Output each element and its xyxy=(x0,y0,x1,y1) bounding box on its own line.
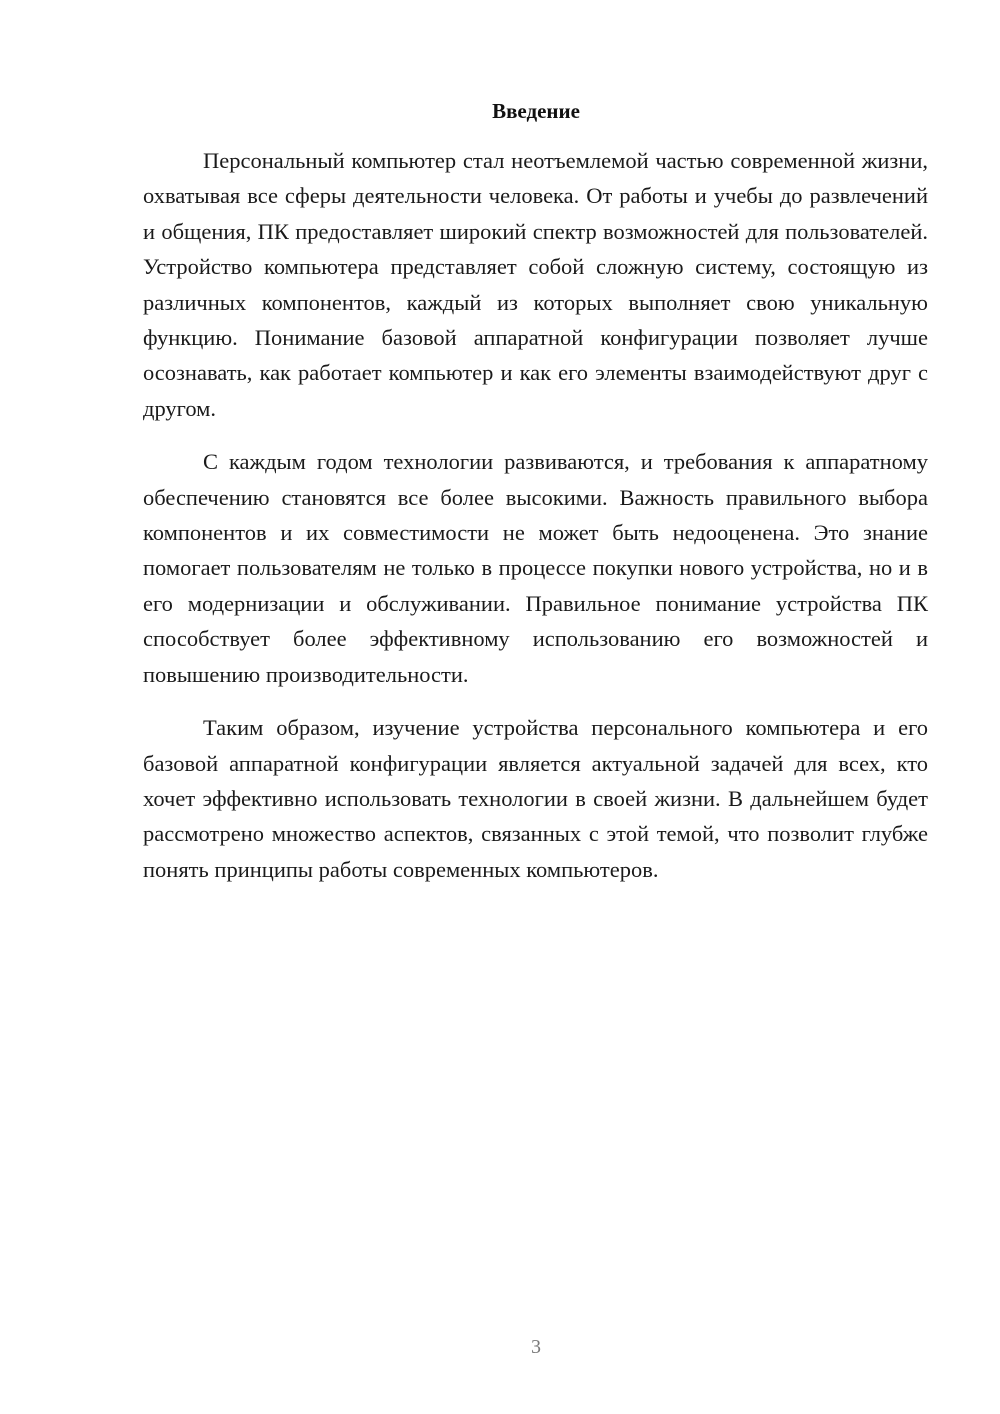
paragraph: С каждым годом технологии развиваются, и требования к аппаратному обеспечению становятся все более высокими. Важность правильного выбора компонентов и их совместимости не может быть недооценена. Это знание помогает пользователям не только в процессе покупки нового устройства, но и в его модернизации и обслуживании. Правильное понимание устройства ПК способствует более эффективному использованию его возможностей и повышению производительности. xyxy=(143,449,928,687)
paragraph: Таким образом, изучение устройства персонального компьютера и его базовой аппаратной конфигурации является актуальной задачей для всех, кто хочет эффективно использовать технологии в своей жизни. В дальнейшем будет рассмотрено множество аспектов, связанных с этой темой, что позволит глубже понять принципы работы современных компьютеров. xyxy=(143,715,928,882)
page-number: 3 xyxy=(531,1336,541,1358)
section-title: Введение xyxy=(492,99,580,123)
body-text xyxy=(143,143,928,905)
paragraph: Персональный компьютер стал неотъемлемой частью современной жизни, охватывая все сферы деятельности человека. От работы и учебы до развлечений и общения, ПК предоставляет широкий спектр возможностей для пользователей. Устройство компьютера представляет собой сложную систему, состоящую из различных компонентов, каждый из которых выполняет свою уникальную функцию. Понимание базовой аппаратной конфигурации позволяет лучше осознавать, как работает компьютер и как его элементы взаимодействуют друг с другом. xyxy=(143,148,928,421)
